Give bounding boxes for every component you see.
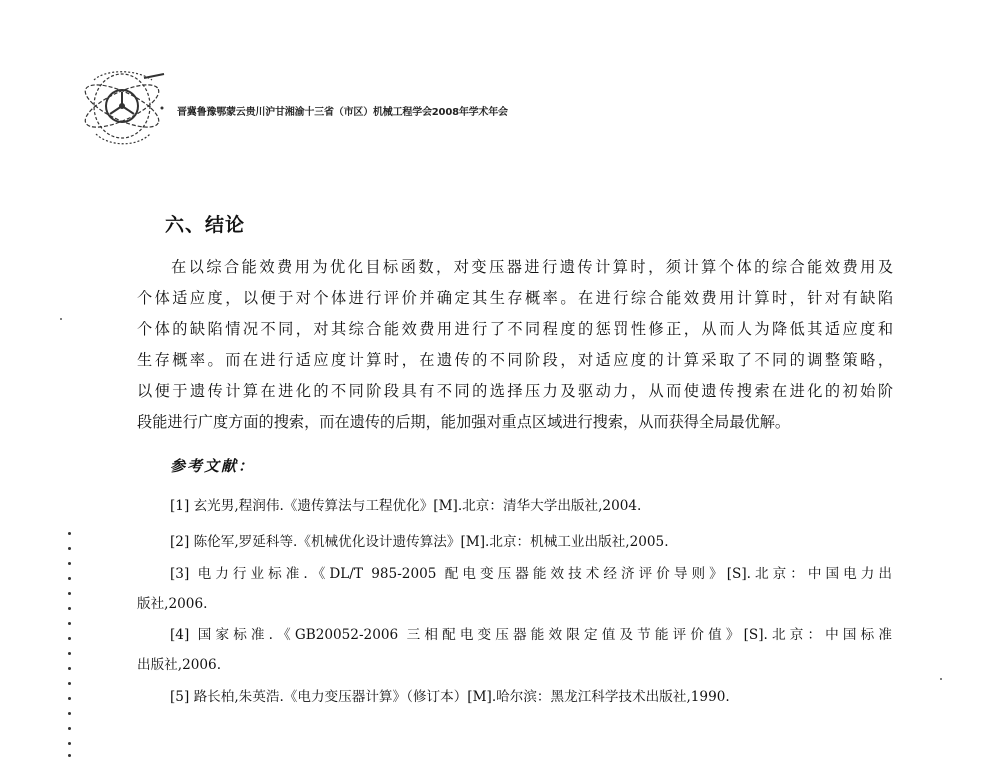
paragraph-line: 在以综合能效费用为优化目标函数，对变压器进行遗传计算时，须计算个体的综合能效费用及 [171, 258, 893, 276]
reference-item-continuation: 出版社,2006. [137, 657, 222, 673]
paragraph-line: 生存概率。而在进行适应度计算时，在遗传的不同阶段，对适应度的计算采取了不同的调整策略， [137, 351, 893, 369]
scan-speck [60, 318, 62, 320]
reference-item-continuation: 版社,2006. [137, 596, 208, 612]
reference-item: [1] 玄光男,程润伟.《遗传算法与工程优化》[M].北京：清华大学出版社,2004. [170, 498, 642, 514]
reference-item: [5] 路长柏,朱英浩.《电力变压器计算》（修订本）[M].哈尔滨：黑龙江科学技术出版社,1990. [170, 689, 730, 705]
reference-item: [3] 电力行业标准.《DL/T 985-2005 配电变压器能效技术经济评价导则》[S].北京：中国电力出 [170, 566, 892, 582]
binding-dots [68, 532, 72, 760]
scan-speck [940, 678, 942, 680]
paragraph-line: 段能进行广度方面的搜索，而在遗传的后期，能加强对重点区域进行搜索，从而获得全局最优解。 [137, 413, 791, 431]
conference-header: 晋冀鲁豫鄂蒙云贵川沪甘湘渝十三省（市区）机械工程学会2008年学术年会 [177, 107, 508, 118]
reference-item: [2] 陈伦军,罗延科等.《机械优化设计遗传算法》[M].北京：机械工业出版社,2005. [170, 534, 669, 550]
paragraph-line: 个体适应度，以便于对个体进行评价并确定其生存概率。在进行综合能效费用计算时，针对有缺陷 [137, 289, 893, 307]
reference-item: [4] 国家标准.《GB20052-2006 三相配电变压器能效限定值及节能评价值》[S].北京：中国标准 [170, 627, 892, 643]
paragraph-line: 以便于遗传计算在进化的不同阶段具有不同的选择压力及驱动力，从而使遗传搜索在进化的初始阶 [137, 382, 893, 400]
section-heading: 六、结论 [165, 214, 246, 236]
references-heading: 参考文献： [170, 457, 256, 475]
paragraph-line: 个体的缺陷情况不同，对其综合能效费用进行了不同程度的惩罚性修正，从而人为降低其适应度和 [137, 320, 893, 338]
conference-emblem-icon [74, 60, 174, 160]
